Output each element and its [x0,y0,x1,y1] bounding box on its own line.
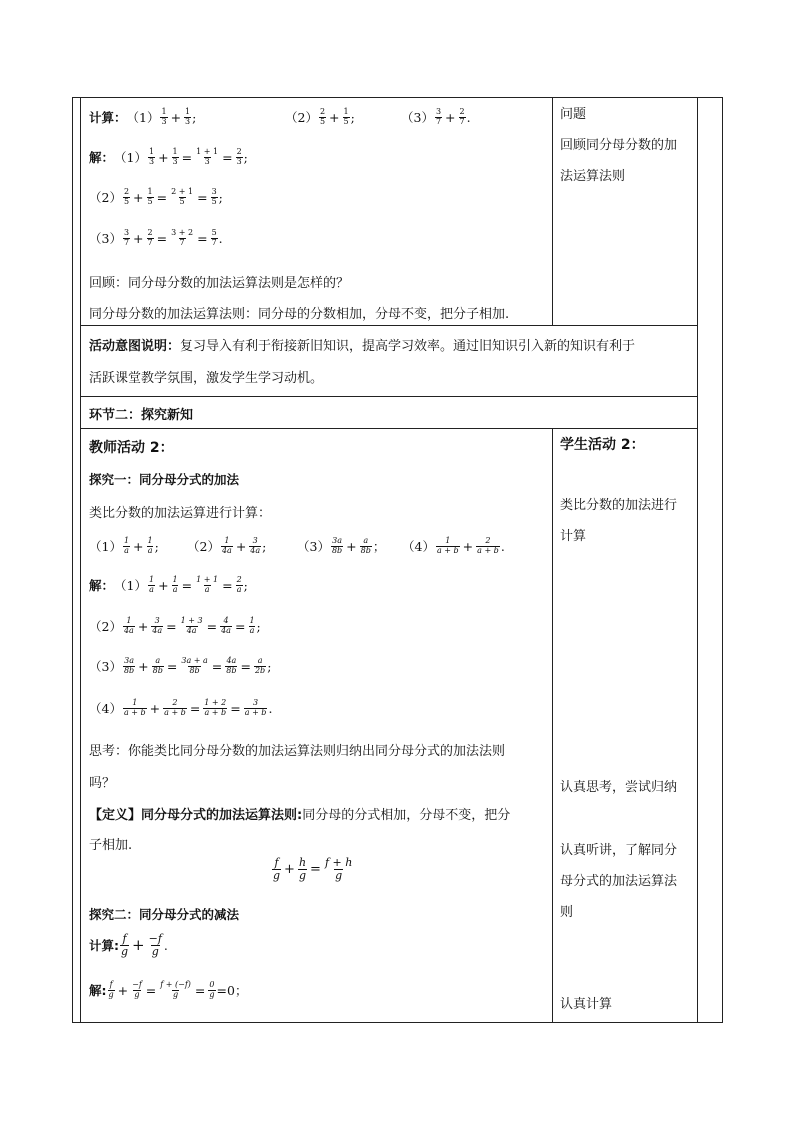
definition-line-1 [89,804,510,823]
calc-row [89,107,471,126]
student-note-line: 类比分数的加法进行 [560,498,678,513]
item-4: （4） $\frac{1}{a + b}$ + $\frac{2}{a + b}$ . [402,536,505,555]
student-notes-c [560,835,700,928]
side-note-line: 问题 [560,107,587,122]
step2-header: 环节二：探究新知 [89,408,194,423]
think-line-2: 吗？ [89,776,116,791]
student-note-line: 计算 [560,529,587,544]
calc-label: 计算： [89,110,127,125]
definition-text-1: 同分母的分式相加，分母不变，把分 [302,808,511,823]
teacher-solution-label: 解： [89,578,115,593]
solution-label: 解： [89,150,115,165]
subtraction-solution-label: 解: [89,983,107,998]
row-divider-1 [80,325,698,326]
intent-line-1 [89,335,635,354]
analogy-text: 类比分数的加法运算进行计算： [89,506,272,521]
teacher-solution-2: （2） $\frac{1}{4a}$ + $\frac{3}{4a}$ = $\frac{1 + 3}{4a}$ = $\frac{4}{4a}$ = $\frac{1}{a}$ ; [89,616,261,635]
student-note-line: 母分式的加法运算法 [560,874,678,889]
table-border-top [72,97,723,98]
think-line-1: 思考：你能类比同分母分数的加法运算法则归纳出同分母分式的加法法则 [89,744,506,759]
definition-label: 【定义】同分母分式的加法运算法则: [89,808,303,823]
item-3: （3） $\frac{3a}{8b}$ + $\frac{a}{8b}$ ； [297,536,386,555]
subtraction-solution: 解: $\frac{f}{g}$ + $\frac{-f}{g}$ = $\frac{f + (-f)}{g}$ = $\frac{0}{g}$ =0； [89,980,248,999]
table-border-left [72,97,73,1023]
table-border-bottom [72,1022,723,1023]
explore2-title: 探究二：同分母分式的减法 [89,907,240,922]
student-note-b: 认真思考，尝试归纳 [560,780,678,795]
student-note-line: 认真听讲，了解同分 [560,843,678,858]
intent-text-2: 活跃课堂教学氛围，激发学生学习动机。 [89,371,324,386]
item-1: （1） $\frac{1}{a}$ + $\frac{1}{a}$ ; [89,536,159,555]
teacher-solution-3: （3） $\frac{3a}{8b}$ + $\frac{a}{8b}$ = $\frac{3a + a}{8b}$ = $\frac{4a}{8b}$ = $\frac{a}{2b}$ ; [89,656,272,675]
subtraction-calc: 计算: $\frac{f}{g}$ + $\frac{-f}{g}$ . [89,932,168,958]
column-divider-2 [552,428,553,1023]
review-line [89,272,349,291]
solution-row-2: （2） $\frac{2}{5}$ + $\frac{1}{5}$ = $\frac{2 + 1}{5}$ = $\frac{3}{5}$ ; [89,187,223,206]
addition-formula: $\frac{f}{g}$ + $\frac{h}{g}$ = $\frac{f + h}{g}$ [273,856,353,882]
table-border-right [722,97,723,1023]
intent-line-2 [89,367,323,386]
row-divider-3 [80,428,698,429]
solution-row-3: （3） $\frac{3}{7}$ + $\frac{2}{7}$ = $\frac{3 + 2}{7}$ = $\frac{5}{7}$ . [89,228,223,247]
column-divider-1 [552,97,553,325]
intent-text-1: 复习导入有利于衔接新旧知识，提高学习效率。通过旧知识引入新的知识有利于 [180,339,636,354]
teacher-solution-1: 解： （1） $\frac{1}{a}$ + $\frac{1}{a}$ = $\frac{1 + 1}{a}$ = $\frac{2}{a}$ ; [89,575,248,594]
side-notes-1 [560,99,700,192]
definition-line-2: 子相加. [89,838,133,853]
rule-line [89,303,509,322]
calc-item-1: （1） $\frac{1}{3}$ + $\frac{1}{3}$ ; [126,107,197,126]
student-title: 学生活动 2： [560,437,645,453]
item-2: （2） $\frac{1}{4a}$ + $\frac{3}{4a}$ ; [187,536,267,555]
rule-label: 同分母分数的加法运算法则： [89,307,259,322]
teacher-items-row [89,536,505,555]
student-notes-a [560,490,700,552]
calc-item-2: （2） $\frac{2}{5}$ + $\frac{1}{5}$ ; [285,107,355,126]
solution-row-1: 解： （1） $\frac{1}{3}$ + $\frac{1}{3}$ = $\frac{1 + 1}{3}$ = $\frac{2}{3}$ ; [89,147,248,166]
student-note-d: 认真计算 [560,997,613,1012]
student-note-line: 则 [560,905,574,920]
explore1-title: 探究一：同分母分式的加法 [89,472,240,487]
side-note-line: 回顾同分母分数的加 [560,138,678,153]
review-text: 同分母分数的加法运算法则是怎样的？ [128,276,350,291]
subtraction-calc-label: 计算: [89,938,119,954]
teacher-title: 教师活动 2： [89,440,174,456]
table-border-inner-left [80,97,81,1023]
teacher-solution-4: （4） $\frac{1}{a + b}$ + $\frac{2}{a + b}$ = $\frac{1 + 2}{a + b}$ = $\frac{3}{a + b}$ . [89,698,273,717]
rule-text: 同分母的分数相加，分母不变，把分子相加. [258,307,510,322]
review-label: 回顾： [89,276,129,291]
calc-item-3: （3） $\frac{3}{7}$ + $\frac{2}{7}$ . [401,107,471,126]
side-note-line: 法运算法则 [560,169,626,184]
intent-label: 活动意图说明： [89,339,181,354]
row-divider-2 [80,396,698,397]
